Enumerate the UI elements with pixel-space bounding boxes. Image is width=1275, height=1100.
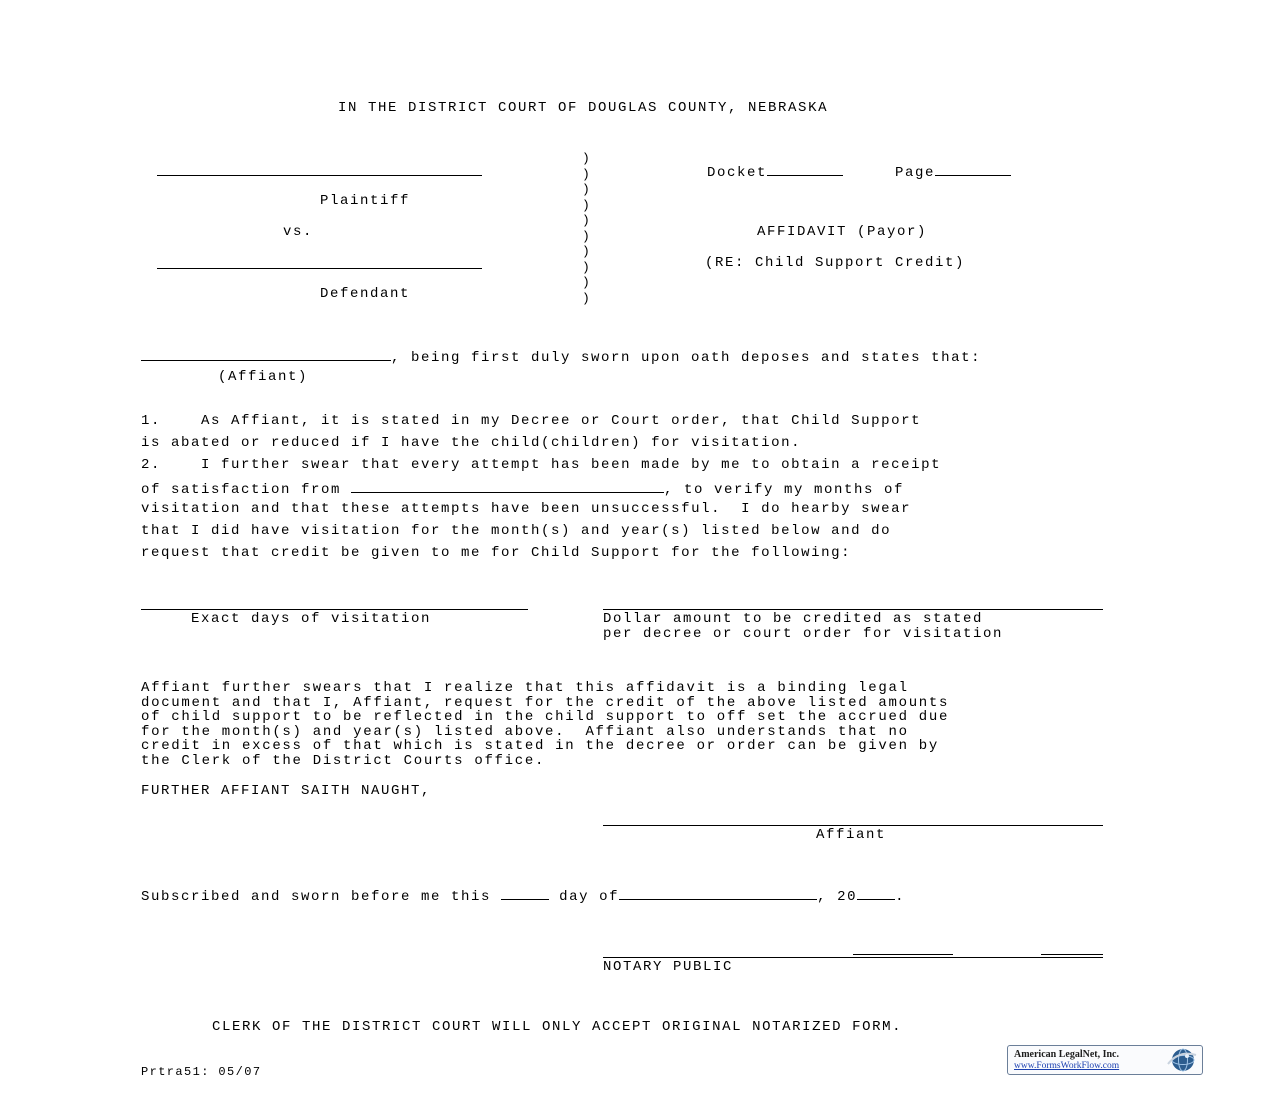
item2-line2-start: of satisfaction from [141, 482, 352, 498]
clerk-notice: CLERK OF THE DISTRICT COURT WILL ONLY ACCEPT ORIGINAL NOTARIZED FORM. [212, 1019, 903, 1035]
defendant-name-line[interactable] [157, 268, 482, 269]
form-code: Prtra51: 05/07 [141, 1065, 262, 1079]
jurat-day-blank[interactable] [501, 886, 549, 900]
item2-line2-end: , to verify my months of [664, 482, 905, 498]
court-title: IN THE DISTRICT COURT OF DOUGLAS COUNTY, NEBRASKA [338, 100, 829, 116]
oath-text: , being first duly sworn upon oath deposes and states that: [391, 350, 982, 366]
statement-line1: Affiant further swears that I realize that this affidavit is a binding legal [141, 680, 909, 696]
jurat-text-2: day of [549, 889, 620, 905]
logo-company-name: American LegalNet, Inc. [1014, 1049, 1119, 1060]
docket-label: Docket [707, 165, 768, 181]
document-title: AFFIDAVIT (Payor) [757, 224, 928, 240]
jurat-text-1: Subscribed and sworn before me this [141, 889, 502, 905]
item2-line2 [141, 479, 904, 498]
item1-line2: is abated or reduced if I have the child(children) for visitation. [141, 435, 802, 451]
item2-line4: that I did have visitation for the month(s) and year(s) listed below and do [141, 523, 892, 539]
page-field [895, 162, 1011, 181]
affiant-name-blank[interactable] [141, 347, 391, 361]
plaintiff-name-line[interactable] [157, 175, 482, 176]
statement-line5: credit in excess of that which is stated in the decree or order can be given by [141, 738, 940, 755]
item2-line1: 2. I further swear that every attempt has been made by me to obtain a receipt [141, 457, 942, 473]
credit-amount-label-2: per decree or court order for visitation [603, 626, 1004, 642]
jurat-month-blank[interactable] [619, 886, 817, 900]
american-legalnet-logo[interactable] [1007, 1045, 1203, 1075]
visitation-days-line[interactable] [141, 609, 528, 610]
plaintiff-label: Plaintiff [320, 193, 411, 209]
document-subtitle: (RE: Child Support Credit) [705, 255, 966, 271]
statement-line3: of child support to be reflected in the child support to off set the accrued due [141, 709, 950, 726]
item2-line5: request that credit be given to me for Child Support for the following: [141, 545, 852, 561]
receipt-from-blank[interactable] [351, 479, 664, 493]
docket-field [707, 162, 843, 181]
notary-signature-line[interactable] [603, 957, 1103, 958]
statement-line2: document and that I, Affiant, request for the credit of the above listed amounts [141, 694, 950, 711]
jurat-text-3: , 20 [817, 889, 858, 905]
vs-label: vs. [283, 224, 314, 240]
globe-icon [1165, 1047, 1199, 1073]
notary-line-segment-1 [853, 954, 953, 955]
oath-line [141, 347, 981, 366]
affiant-signature-line[interactable] [603, 825, 1103, 826]
page-blank[interactable] [935, 162, 1011, 176]
further-affiant: FURTHER AFFIANT SAITH NAUGHT, [141, 783, 432, 799]
caption-divider: ) ) ) ) ) ) ) ) ) ) [582, 151, 590, 306]
affiant-label: (Affiant) [218, 369, 309, 385]
statement-line4: for the month(s) and year(s) listed above. Affiant also understands that no [141, 723, 909, 740]
docket-blank[interactable] [767, 162, 843, 176]
statement-line6: the Clerk of the District Courts office. [141, 753, 546, 769]
logo-url-link[interactable]: www.FormsWorkFlow.com [1014, 1061, 1120, 1071]
notary-public-label: NOTARY PUBLIC [603, 959, 734, 975]
item1-line1: 1. As Affiant, it is stated in my Decree or Court order, that Child Support [141, 413, 922, 429]
jurat-text-4: . [895, 889, 906, 905]
affiant-signature-label: Affiant [816, 827, 887, 843]
notary-line-segment-2 [1041, 954, 1103, 955]
item2-line3: visitation and that these attempts have been unsuccessful. I do hearby swear [141, 501, 912, 517]
defendant-label: Defendant [320, 286, 411, 302]
credit-amount-line[interactable] [603, 609, 1103, 610]
page-label: Page [895, 165, 936, 181]
jurat-line [141, 886, 905, 905]
jurat-year-blank[interactable] [857, 886, 895, 900]
credit-amount-label-1: Dollar amount to be credited as stated [603, 611, 984, 627]
visitation-days-label: Exact days of visitation [191, 611, 432, 627]
